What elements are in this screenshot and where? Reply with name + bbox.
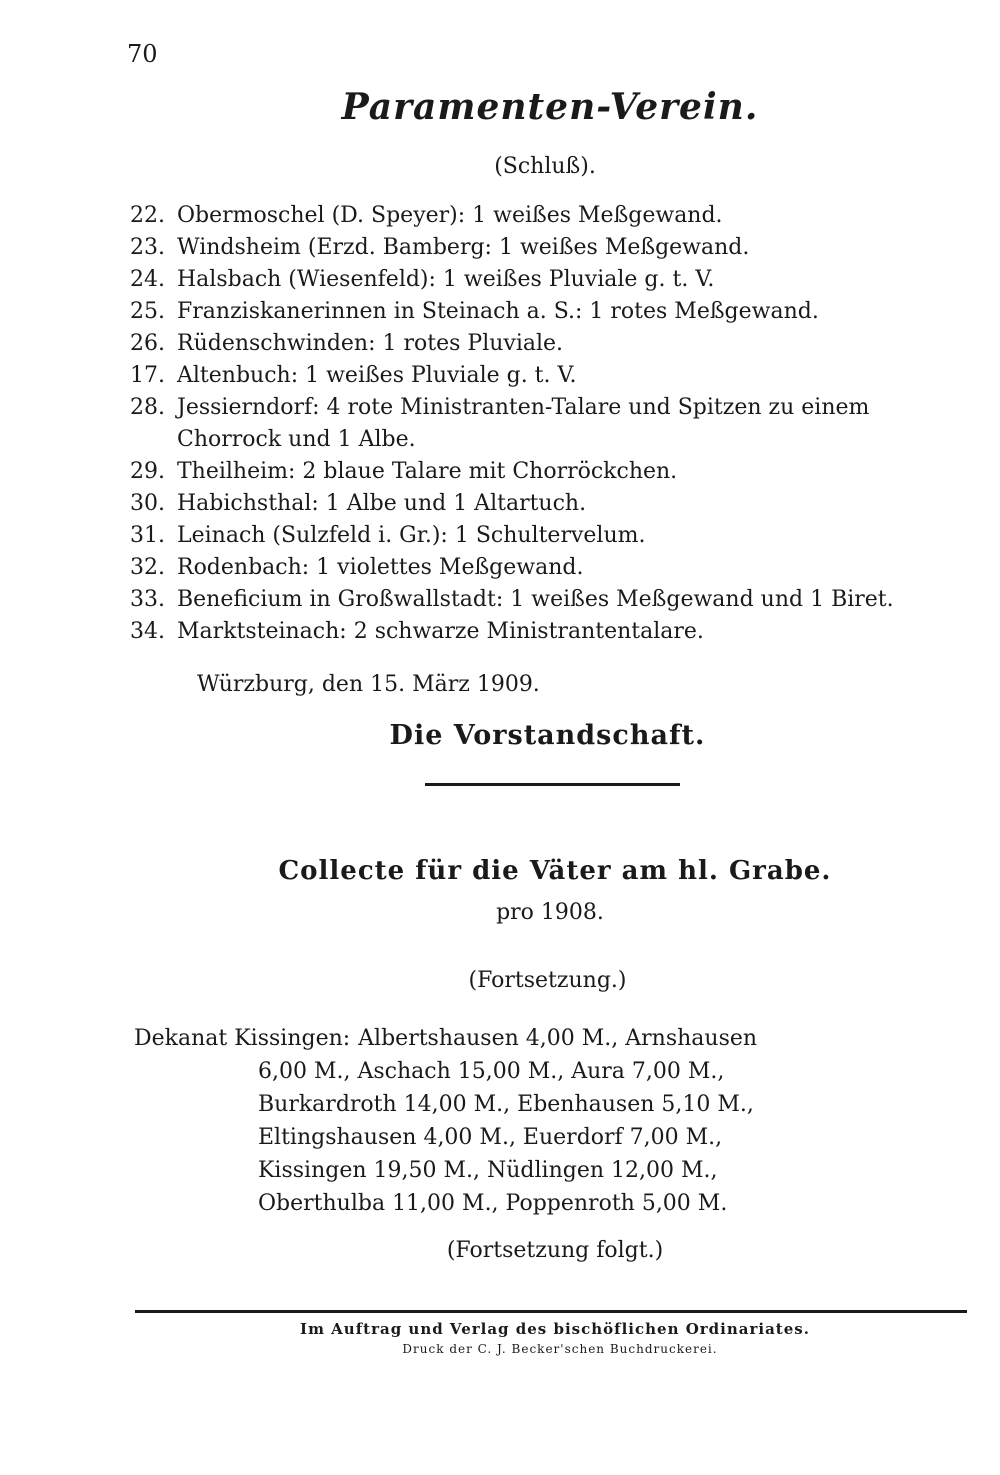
item-number: 29.: [130, 459, 165, 484]
page-number: 70: [127, 40, 158, 68]
item-number: 24.: [130, 267, 165, 292]
section-year: pro 1908.: [496, 900, 604, 925]
dekanat-text: Albertshausen 4,00 M., Arnshausen 6,00 M., Aschach 15,00 M., Aura 7,00 M., Burkardroth 14,00 M., Ebenhausen 5,10 M., Eltingshausen 4,00 M., Euerdorf 7,00 M., Kissingen 19,50 M., Nüdlingen 12,00 M., Oberthulba 11,00 M., Poppenroth 5,00 M.: [258, 1026, 758, 1216]
page-title: Paramenten-Verein.: [341, 86, 759, 128]
footer-divider: [135, 1310, 967, 1313]
date-line: Würzburg, den 15. März 1909.: [197, 672, 540, 697]
list-item: [130, 200, 980, 232]
item-number: 25.: [130, 299, 165, 324]
item-number: 17.: [130, 363, 165, 388]
item-number: 30.: [130, 491, 165, 516]
continuation-note: (Fortsetzung folgt.): [446, 1238, 664, 1263]
list-item: [130, 296, 980, 328]
item-number: 31.: [130, 523, 165, 548]
dekanat-label: Dekanat Kissingen:: [134, 1026, 351, 1051]
item-number: 33.: [130, 587, 165, 612]
list-item: [130, 584, 980, 616]
imprint-line: Im Auftrag und Verlag des bischöflichen Ordinariates.: [300, 1320, 810, 1338]
item-number: 28.: [130, 395, 165, 420]
item-text: Obermoschel (D. Speyer): 1 weißes Meßgewand.: [177, 203, 723, 228]
item-text: Beneficium in Großwallstadt: 1 weißes Meßgewand und 1 Biret.: [177, 587, 894, 612]
donation-list: [130, 200, 980, 648]
list-item: [130, 552, 980, 584]
item-text: Halsbach (Wiesenfeld): 1 weißes Pluviale g. t. V.: [177, 267, 715, 292]
item-text: Rüdenschwinden: 1 rotes Pluviale.: [177, 331, 564, 356]
printer-line: Druck der C. J. Becker'schen Buchdruckerei.: [402, 1342, 718, 1356]
item-number: 26.: [130, 331, 165, 356]
page-subtitle: (Schluß).: [494, 154, 596, 179]
list-item: [130, 328, 980, 360]
item-text: Marktsteinach: 2 schwarze Ministrantentalare.: [177, 619, 704, 644]
list-item: [130, 392, 980, 456]
section-continuation: (Fortsetzung.): [468, 968, 627, 993]
signature: Die Vorstandschaft.: [389, 720, 706, 751]
list-item: [130, 456, 980, 488]
list-item: [130, 488, 980, 520]
list-item: [130, 232, 980, 264]
item-text: Franziskanerinnen in Steinach a. S.: 1 rotes Meßgewand.: [177, 299, 819, 324]
item-number: 22.: [130, 203, 165, 228]
dekanat-entry: [134, 1022, 790, 1220]
section-title: Collecte für die Väter am hl. Grabe.: [278, 856, 832, 886]
list-item: [130, 616, 980, 648]
item-text: Windsheim (Erzd. Bamberg: 1 weißes Meßgewand.: [177, 235, 750, 260]
list-item: [130, 264, 980, 296]
divider: [425, 783, 680, 786]
item-text: Rodenbach: 1 violettes Meßgewand.: [177, 555, 584, 580]
item-text: Theilheim: 2 blaue Talare mit Chorröckchen.: [177, 459, 678, 484]
item-text: Habichsthal: 1 Albe und 1 Altartuch.: [177, 491, 587, 516]
list-item: [130, 520, 980, 552]
item-number: 23.: [130, 235, 165, 260]
item-number: 32.: [130, 555, 165, 580]
item-number: 34.: [130, 619, 165, 644]
item-text: Leinach (Sulzfeld i. Gr.): 1 Schultervelum.: [177, 523, 646, 548]
item-text: Altenbuch: 1 weißes Pluviale g. t. V.: [177, 363, 577, 388]
dekanat-paragraph: [134, 1022, 790, 1220]
item-text: Jessierndorf: 4 rote Ministranten-Talare und Spitzen zu einem Chorrock und 1 Albe.: [177, 395, 870, 452]
list-item: [130, 360, 980, 392]
